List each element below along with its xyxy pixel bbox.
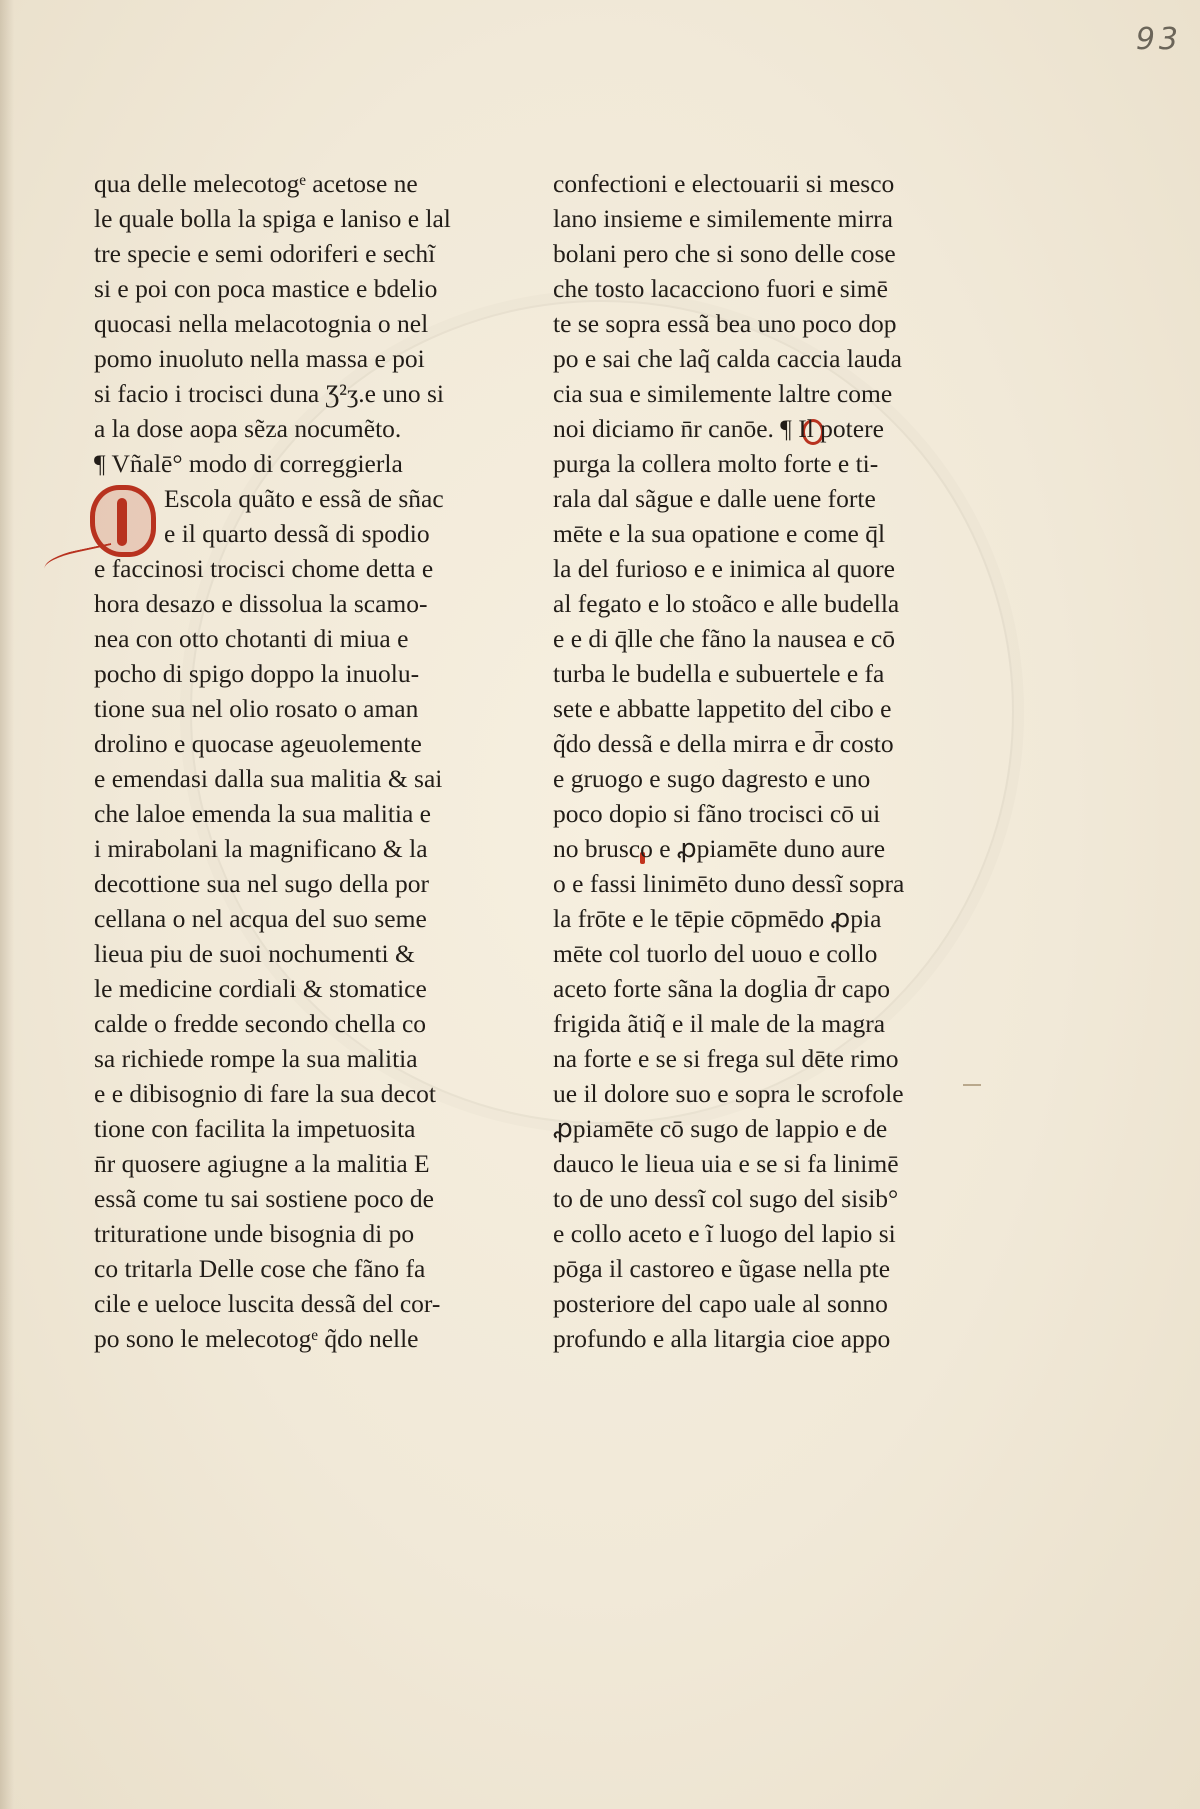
text-line: lano insieme e similemente mirra	[553, 204, 893, 233]
text-line: ¶ Vñalē° modo di correggierla	[94, 449, 403, 478]
text-line: e gruogo e sugo dagresto e uno	[553, 764, 871, 793]
text-line: to de uno dessĩ col sugo del sisib°	[553, 1184, 899, 1213]
text-line: cile e ueloce luscita dessã del cor-	[94, 1289, 441, 1318]
text-line: drolino e quocase ageuolemente	[94, 729, 422, 758]
text-line: trituratione unde bisognia di po	[94, 1219, 415, 1248]
text-line: calde o fredde secondo chella co	[94, 1009, 427, 1038]
text-line: lieua piu de suoi nochumenti &	[94, 939, 415, 968]
margin-mark	[963, 1084, 981, 1086]
text-line: aceto forte sãna la doglia d̄r capo	[553, 974, 891, 1003]
text-line: sa richiede rompe la sua malitia	[94, 1044, 418, 1073]
text-line: cia sua e similemente laltre come	[553, 379, 893, 408]
text-line: cellana o nel acqua del suo seme	[94, 904, 427, 933]
text-line: i mirabolani la magnificano & la	[94, 834, 428, 863]
text-line: posteriore del capo uale al sonno	[553, 1289, 888, 1318]
text-line: bolani pero che si sono delle cose	[553, 239, 896, 268]
text-line: e e di q̄lle che fãno la nausea e cō	[553, 624, 895, 653]
text-line: tione con facilita la impetuosita	[94, 1114, 416, 1143]
text-line: a la dose aopa sẽza nocumẽto.	[94, 414, 402, 443]
text-line: pomo inuoluto nella massa e poi	[94, 344, 425, 373]
text-line: te se sopra essã bea uno poco dop	[553, 309, 897, 338]
text-line: sete e abbatte lappetito del cibo e	[553, 694, 892, 723]
text-line: e faccinosi trocisci chome detta e	[94, 554, 434, 583]
text-line: na forte e se si frega sul dēte rimo	[553, 1044, 899, 1073]
text-line: le quale bolla la spiga e laniso e lal	[94, 204, 451, 233]
text-line: poco dopio si fãno trocisci cō ui	[553, 799, 881, 828]
text-line: dauco le lieua uia e se si fa linimē	[553, 1149, 899, 1178]
text-line: noi diciamo n̄r canōe. ¶ Il potere	[553, 414, 884, 443]
text-line: q̃do dessã e della mirra e d̄r costo	[553, 729, 894, 758]
text-line: si facio i trocisci duna Ʒ²ʒ.e uno si	[94, 379, 444, 408]
binding-shadow	[0, 0, 14, 1809]
text-line: mēte e la sua opatione e come q̄l	[553, 519, 886, 548]
right-text-column	[553, 166, 953, 1356]
text-line: n̄r quosere agiugne a la malitia E	[94, 1149, 430, 1178]
text-line: essã come tu sai sostiene poco de	[94, 1184, 434, 1213]
text-line: confectioni e electouarii si mesco	[553, 169, 895, 198]
text-line: tione sua nel olio rosato o aman	[94, 694, 419, 723]
text-line: Escola quãto e essã de sñac	[164, 484, 444, 513]
text-line: nea con otto chotanti di miua e	[94, 624, 409, 653]
text-line: co tritarla Delle cose che fãno fa	[94, 1254, 426, 1283]
text-line: ue il dolore suo e sopra le scrofole	[553, 1079, 904, 1108]
text-line: decottione sua nel sugo della por	[94, 869, 429, 898]
text-line: la del furioso e e inimica al quore	[553, 554, 895, 583]
text-line: no brusco e ꝓpiamēte duno aure	[553, 834, 886, 863]
text-line: hora desazo e dissolua la scamo-	[94, 589, 428, 618]
text-line: e e dibisognio di fare la sua decot	[94, 1079, 437, 1108]
text-line: o e fassi linimēto duno dessĩ sopra	[553, 869, 905, 898]
text-line: quocasi nella melacotognia o nel	[94, 309, 429, 338]
text-line: tre specie e semi odoriferi e sechĩ	[94, 239, 436, 268]
text-line: rala dal sãgue e dalle uene forte	[553, 484, 876, 513]
text-line: che tosto lacacciono fuori e simē	[553, 274, 888, 303]
text-line: e collo aceto e ĩ luogo del lapio si	[553, 1219, 896, 1248]
text-line: al fegato e lo stoãco e alle budella	[553, 589, 900, 618]
text-line: si e poi con poca mastice e bdelio	[94, 274, 438, 303]
text-line: che laloe emenda la sua malitia e	[94, 799, 432, 828]
text-line: e emendasi dalla sua malitia & sai	[94, 764, 443, 793]
text-line: purga la collera molto forte e ti-	[553, 449, 879, 478]
text-line: pocho di spigo doppo la inuolu-	[94, 659, 420, 688]
text-line: profundo e alla litargia cioe appo	[553, 1324, 891, 1353]
folio-number: 93	[1135, 22, 1182, 57]
text-line: po sono le melecotogᵉ q̃do nelle	[94, 1324, 419, 1353]
text-line: le medicine cordiali & stomatice	[94, 974, 427, 1003]
text-line: mēte col tuorlo del uouo e collo	[553, 939, 878, 968]
text-line: frigida ãtiq̃ e il male de la magra	[553, 1009, 886, 1038]
text-line: qua delle melecotogᵉ acetose ne	[94, 169, 418, 198]
text-line: e il quarto dessã di spodio	[164, 519, 430, 548]
text-line: pōga il castoreo e ũgase nella pte	[553, 1254, 891, 1283]
text-line: ꝓpiamēte cō sugo de lappio e de	[553, 1114, 888, 1143]
text-line: la frōte e le tēpie cōpmēdo ꝓpia	[553, 904, 882, 933]
left-text-column	[94, 166, 494, 1356]
text-line: turba le budella e subuertele e fa	[553, 659, 885, 688]
text-line: po e sai che laq̃ calda caccia lauda	[553, 344, 902, 373]
